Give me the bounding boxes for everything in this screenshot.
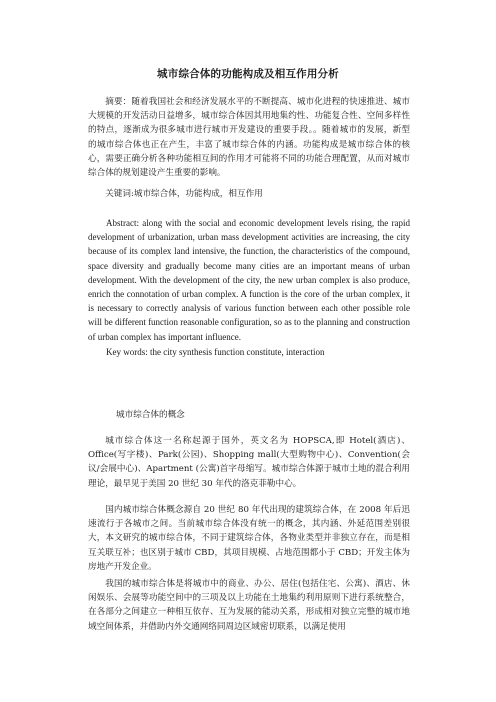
- keywords-en: Key words: the city synthesis function constitute, interaction: [106, 347, 325, 357]
- abstract-cn: 摘要：随着我国社会和经济发展水平的不断提高、城市化进程的快速推进、城市大规模的开发活动日益增多，城市综合体因其用地集约性、功能复合性、空间多样性的特点，逐渐成为很多城市进行城市开发建设的重要手段。。随着城市的发展，新型的城市综合体也正在产生，丰富了城市综合体的内涵。功能构成是城市综合体的核心，需要正确分析各种功能相互间的作用才可能将不同的功能合理配置，从而对城市综合体的规划建设产生重要的影响。: [88, 97, 410, 179]
- document-title: 城市综合体的功能构成及相互作用分析: [157, 68, 339, 80]
- paragraph-2: 国内城市综合体概念源自 20 世纪 80 年代出现的建筑综合体，在 2008 年后迅速流行于各城市之间。当前城市综合体没有统一的概念，其内涵、外延范围差别很大，本文研究的城市综合体，不同于建筑综合体，各物业类型并非独立存在，而是相互关联互补；也区别于城市 CBD，其项目规模、占地范围都小于 CBD；开发主体为房地产开发企业。: [88, 505, 410, 572]
- paragraph-1: 城市综合体这一名称起源于国外，英文名为 HOPSCA,即 Hotel(酒店)、Office(写字楼)、Park(公园)、Shopping mall(大型购物中心)、Convention(会议/会展中心)、Apartment (公寓)首字母缩写。城市综合体源于城市土地的混合利用理论，最早见于美国 20 世纪 30 年代的洛克菲勒中心。: [88, 436, 410, 489]
- paragraph-3: 我国的城市综合体是将城市中的商业、办公、居住(包括住宅、公寓)、酒店、休闲娱乐、会展等功能空间中的三项及以上功能在土地集约利用原则下进行系统整合，在各部分之间建立一种相互依存、互为发展的能动关系，形成相对独立完整的城市地域空间体系，并借助内外交通网络同周边区域密切联系，以满足使用: [88, 579, 410, 632]
- section-heading: 城市综合体的概念: [116, 410, 185, 420]
- keywords-cn: 关键词:城市综合体，功能构成，相互作用: [105, 189, 263, 199]
- abstract-en: Abstract: along with the social and economic development levels rising, the rapid development of urbanization, urban mass development activities are increasing, the city because of its complex land intensive, the function, the characteristics of the compound, space diversity and gradually become many cities are an important means of urban development. With the development of the city, the new urban complex is also produce, enrich the connotation of urban complex. A function is the core of the urban complex, it is necessary to correctly analysis of various function between each other possible role will be different function reasonable configuration, so as to the planning and construction of urban complex has important influence.: [88, 218, 410, 342]
